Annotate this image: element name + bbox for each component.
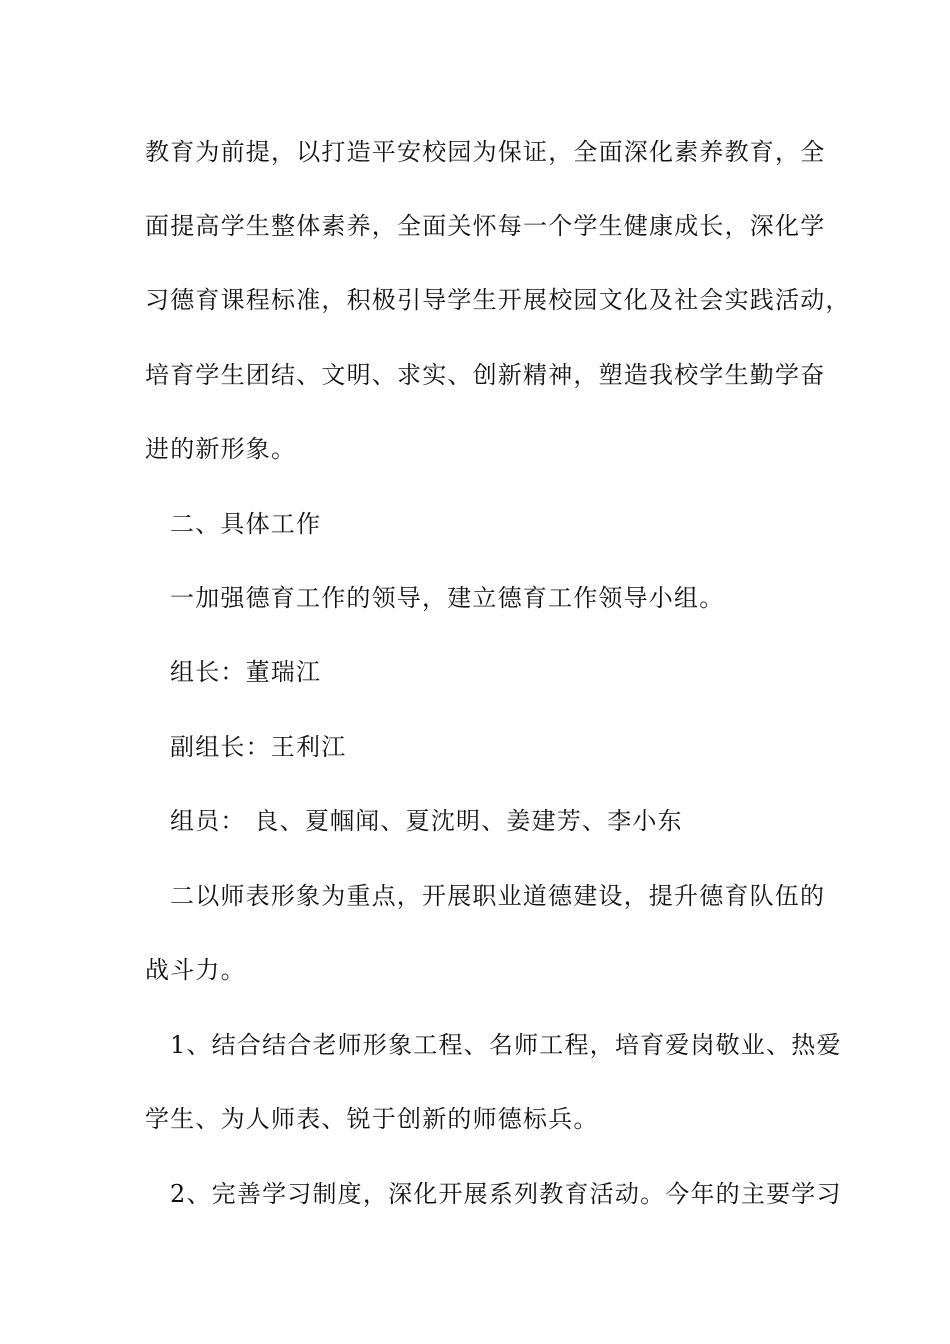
paragraph-line: 二以师表形象为重点，开展职业道德建设，提升德育队伍的 bbox=[170, 882, 826, 910]
paragraph-line: 进的新形象。 bbox=[145, 435, 297, 463]
paragraph-line: 战斗力。 bbox=[145, 956, 246, 984]
team-leader-line: 组长：董瑞江 bbox=[170, 658, 322, 686]
paragraph-line: 2、完善学习制度，深化开展系列教育活动。今年的主要学习 bbox=[170, 1180, 842, 1208]
subsection-heading: 一加强德育工作的领导，建立德育工作领导小组。 bbox=[170, 584, 725, 612]
paragraph-line: 习德育课程标准，积极引导学生开展校园文化及社会实践活动， bbox=[145, 286, 851, 314]
paragraph-line: 教育为前提，以打造平安校园为保证，全面深化素养教育，全 bbox=[145, 138, 826, 166]
section-heading: 二、具体工作 bbox=[170, 510, 322, 538]
members-line: 组员： 良、夏帼闻、夏沈明、姜建芳、李小东 bbox=[170, 807, 683, 835]
deputy-leader-line: 副组长：王利江 bbox=[170, 733, 347, 761]
paragraph-line: 1、结合结合老师形象工程、名师工程，培育爱岗敬业、热爱 bbox=[170, 1031, 842, 1059]
paragraph-line: 面提高学生整体素养，全面关怀每一个学生健康成长，深化学 bbox=[145, 212, 826, 240]
paragraph-line: 培育学生团结、文明、求实、创新精神，塑造我校学生勤学奋 bbox=[145, 361, 826, 389]
paragraph-line: 学生、为人师表、锐于创新的师德标兵。 bbox=[145, 1105, 599, 1133]
